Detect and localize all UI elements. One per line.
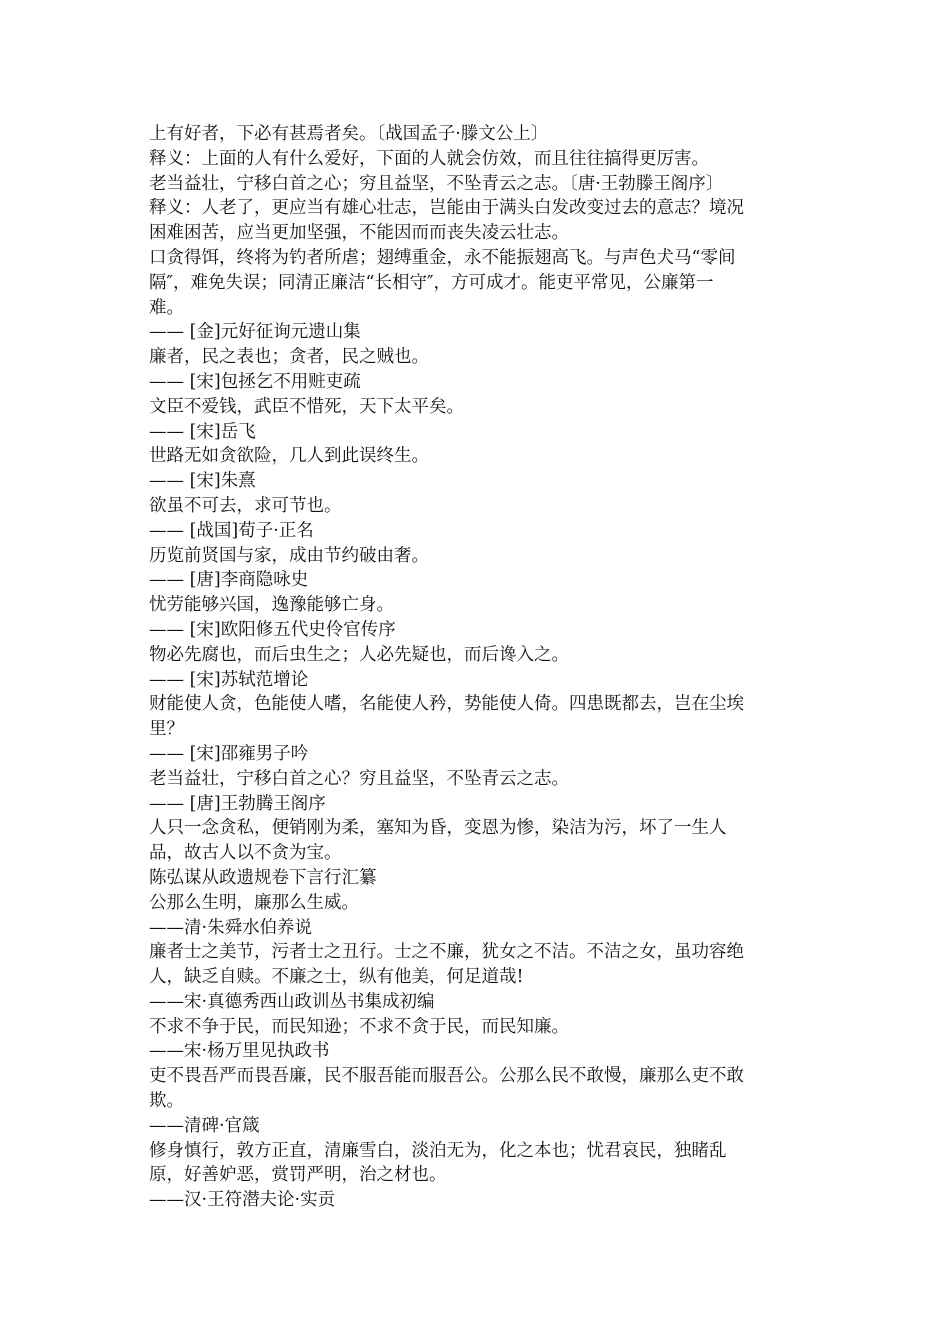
text-line: 人，缺乏自赎。不廉之士，纵有他美，何足道哉! (149, 967, 524, 988)
text-line: 吏不畏吾严而畏吾廉，民不服吾能而服吾公。公那么民不敢慢，廉那么吏不敢 (149, 1066, 744, 1087)
text-line: 困难困苦，应当更加坚强，不能因而而丧失凌云壮志。 (149, 223, 569, 244)
attribution-line: —— [金]元好征询元遗山集 (149, 322, 361, 343)
text-line: 不求不争于民，而民知逊；不求不贪于民，而民知廉。 (149, 1016, 569, 1037)
text-line: 释义：上面的人有什么爱好，下面的人就会仿效，而且往往搞得更厉害。 (149, 148, 709, 169)
attribution-line: —— [宋]欧阳修五代史伶官传序 (149, 619, 396, 640)
text-line: 欲虽不可去，求可节也。 (149, 495, 342, 516)
text-line: 里？ (149, 719, 184, 740)
text-line: 老当益壮，宁移白首之心？穷且益坚，不坠青云之志。 (149, 768, 569, 789)
attribution-line: —— [唐]王勃腾王阁序 (149, 793, 326, 814)
document-page (149, 122, 809, 1213)
attribution-line: 陈弘谋从政遗规卷下言行汇纂 (149, 867, 377, 888)
attribution-line: —— [宋]包拯乞不用赃吏疏 (149, 371, 361, 392)
text-line: 品，故古人以不贪为宝。 (149, 843, 342, 864)
text-line: 忧劳能够兴国，逸豫能够亡身。 (149, 595, 394, 616)
text-line: 老当益壮，宁移白首之心；穷且益坚，不坠青云之志。〔唐·王勃滕王阁序〕 (149, 173, 724, 194)
attribution-line: ——汉·王符潜夫论·实贡 (149, 1190, 336, 1211)
attribution-line: ——清碑·官箴 (149, 1115, 260, 1136)
text-line: 原，好善妒恶，赏罚严明，治之材也。 (149, 1165, 447, 1186)
attribution-line: —— [宋]朱熹 (149, 471, 256, 492)
attribution-line: ——清·朱舜水伯养说 (149, 917, 313, 938)
attribution-line: —— [战国]荀子·正名 (149, 520, 314, 541)
text-line: 隔″，难免失误；同清正廉洁“长相守″，方可成才。能吏平常见，公廉第一 (149, 272, 714, 293)
text-line: 上有好者，下必有甚焉者矣。〔战国孟子·滕文公上〕 (149, 124, 549, 144)
text-line: 口贪得饵，终将为钓者所虐；翅缚重金，永不能振翅高飞。与声色犬马“零间 (149, 247, 736, 268)
text-line: 修身慎行，敦方正直，清廉雪白，淡泊无为，化之本也；忧君哀民，独睹乱 (149, 1140, 727, 1161)
text-line: 廉者士之美节，污者士之丑行。士之不廉，犹女之不洁。不洁之女，虽功容绝 (149, 942, 744, 963)
text-line: 物必先腐也，而后虫生之；人必先疑也，而后谗入之。 (149, 644, 569, 665)
attribution-line: —— [宋]岳飞 (149, 421, 256, 442)
attribution-line: ——宋·杨万里见执政书 (149, 1041, 330, 1062)
text-line: 人只一念贪私，便销刚为柔，塞知为昏，变恩为惨，染洁为污，坏了一生人 (149, 818, 727, 839)
text-line: 世路无如贪欲险，几人到此误终生。 (149, 446, 429, 467)
attribution-line: ——宋·真德秀西山政训丛书集成初编 (149, 991, 435, 1012)
text-line: 难。 (149, 297, 184, 318)
attribution-line: —— [唐]李商隐咏史 (149, 570, 309, 591)
text-line: 欺。 (149, 1091, 184, 1112)
text-line: 释义：人老了，更应当有雄心壮志，岂能由于满头白发改变过去的意志？境况 (149, 198, 744, 219)
text-line: 廉者，民之表也；贪者，民之贼也。 (149, 347, 429, 368)
text-line: 财能使人贪，色能使人嗜，名能使人矜，势能使人倚。四患既都去，岂在尘埃 (149, 694, 744, 715)
text-line: 历览前贤国与家，成由节约破由奢。 (149, 545, 429, 566)
text-line: 文臣不爱钱，武臣不惜死，天下太平矣。 (149, 396, 464, 417)
text-line: 公那么生明，廉那么生威。 (149, 892, 359, 913)
attribution-line: —— [宋]苏轼范增论 (149, 669, 309, 690)
attribution-line: —— [宋]邵雍男子吟 (149, 743, 309, 764)
